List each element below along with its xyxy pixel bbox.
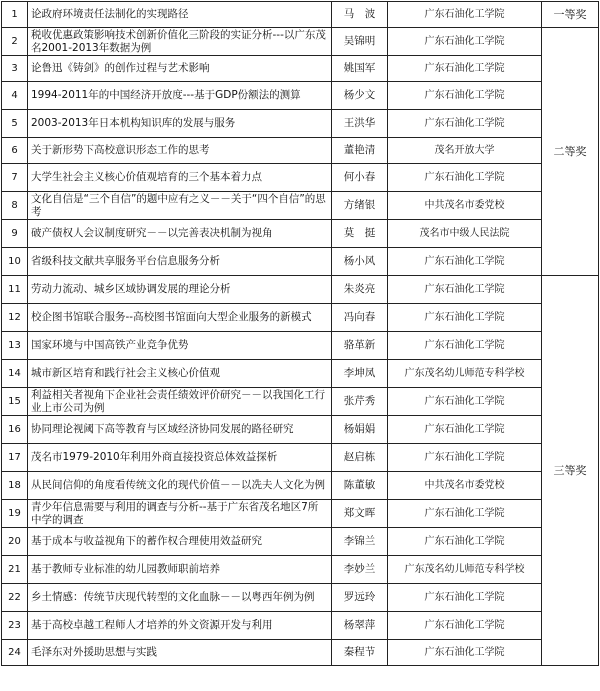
author-unit: 广东石油化工学院 [388, 82, 542, 110]
paper-title: 基于成本与收益视角下的蓄作权合理使用效益研究 [28, 528, 332, 556]
paper-title: 基于教师专业标准的幼儿园教师职前培养 [28, 556, 332, 584]
author-unit: 广东石油化工学院 [388, 2, 542, 28]
awards-table-body [2, 2, 599, 666]
row-number: 1 [2, 2, 28, 28]
table-row [2, 444, 599, 472]
award-level: 一等奖 [542, 2, 599, 28]
paper-title: 校企图书馆联合服务--高校图书馆面向大型企业服务的新模式 [28, 304, 332, 332]
paper-title: 利益相关者视角下企业社会责任绩效评价研究－－以我国化工行业上市公司为例 [28, 388, 332, 416]
author-unit: 广东石油化工学院 [388, 164, 542, 192]
author-name: 罗远玲 [332, 584, 388, 612]
row-number: 18 [2, 472, 28, 500]
author-unit: 广东石油化工学院 [388, 612, 542, 640]
author-name: 陈董敏 [332, 472, 388, 500]
row-number: 10 [2, 248, 28, 276]
table-row [2, 360, 599, 388]
author-name: 秦程节 [332, 640, 388, 666]
paper-title: 乡土情感：传统节庆现代转型的文化血脉－－以粤西年例为例 [28, 584, 332, 612]
paper-title: 青少年信息需要与利用的调查与分析--基于广东省茂名地区7所中学的调查 [28, 500, 332, 528]
row-number: 9 [2, 220, 28, 248]
author-name: 杨少文 [332, 82, 388, 110]
row-number: 19 [2, 500, 28, 528]
paper-title: 1994-2011年的中国经济开放度---基于GDP份额法的测算 [28, 82, 332, 110]
table-row [2, 164, 599, 192]
author-unit: 茂名开放大学 [388, 138, 542, 164]
paper-title: 省级科技文献共享服务平台信息服务分析 [28, 248, 332, 276]
author-unit: 广东石油化工学院 [388, 640, 542, 666]
author-unit: 广东石油化工学院 [388, 332, 542, 360]
paper-title: 城市新区培育和践行社会主义核心价值观 [28, 360, 332, 388]
row-number: 7 [2, 164, 28, 192]
row-number: 5 [2, 110, 28, 138]
table-row [2, 556, 599, 584]
author-name: 董艳清 [332, 138, 388, 164]
table-row [2, 220, 599, 248]
author-unit: 广东石油化工学院 [388, 56, 542, 82]
author-unit: 中共茂名市委党校 [388, 472, 542, 500]
table-row [2, 640, 599, 666]
author-name: 张芹秀 [332, 388, 388, 416]
row-number: 20 [2, 528, 28, 556]
table-row [2, 2, 599, 28]
author-unit: 广东石油化工学院 [388, 528, 542, 556]
paper-title: 关于新形势下高校意识形态工作的思考 [28, 138, 332, 164]
author-unit: 广东石油化工学院 [388, 584, 542, 612]
author-name: 吴锦明 [332, 28, 388, 56]
award-level: 二等奖 [542, 28, 599, 276]
paper-title: 论政府环境责任法制化的实现路径 [28, 2, 332, 28]
table-row [2, 110, 599, 138]
row-number: 17 [2, 444, 28, 472]
table-row [2, 276, 599, 304]
table-row [2, 388, 599, 416]
paper-title: 基于高校卓越工程师人才培养的外文资源开发与利用 [28, 612, 332, 640]
row-number: 22 [2, 584, 28, 612]
table-row [2, 332, 599, 360]
author-unit: 广东石油化工学院 [388, 110, 542, 138]
awards-table [1, 1, 599, 666]
row-number: 14 [2, 360, 28, 388]
paper-title: 论鲁迅《铸剑》的创作过程与艺术影响 [28, 56, 332, 82]
author-name: 姚国军 [332, 56, 388, 82]
table-row [2, 416, 599, 444]
author-name: 骆革新 [332, 332, 388, 360]
author-name: 冯向春 [332, 304, 388, 332]
award-level: 三等奖 [542, 276, 599, 666]
table-row [2, 82, 599, 110]
table-row [2, 500, 599, 528]
table-row [2, 138, 599, 164]
row-number: 23 [2, 612, 28, 640]
author-unit: 广东茂名幼儿师范专科学校 [388, 360, 542, 388]
author-name: 杨小风 [332, 248, 388, 276]
table-row [2, 248, 599, 276]
author-name: 郑文晖 [332, 500, 388, 528]
author-unit: 广东茂名幼儿师范专科学校 [388, 556, 542, 584]
paper-title: 劳动力流动、城乡区域协调发展的理论分析 [28, 276, 332, 304]
row-number: 24 [2, 640, 28, 666]
author-name: 王洪华 [332, 110, 388, 138]
table-row [2, 28, 599, 56]
author-unit: 中共茂名市委党校 [388, 192, 542, 220]
author-unit: 广东石油化工学院 [388, 304, 542, 332]
author-name: 李锦兰 [332, 528, 388, 556]
author-name: 马 波 [332, 2, 388, 28]
table-row [2, 304, 599, 332]
author-unit: 广东石油化工学院 [388, 416, 542, 444]
row-number: 12 [2, 304, 28, 332]
paper-title: 从民间信仰的角度看传统文化的现代价值－－以冼夫人文化为例 [28, 472, 332, 500]
paper-title: 2003-2013年日本机构知识库的发展与服务 [28, 110, 332, 138]
paper-title: 国家环境与中国高铁产业竞争优势 [28, 332, 332, 360]
author-name: 赵启栋 [332, 444, 388, 472]
row-number: 6 [2, 138, 28, 164]
table-row [2, 584, 599, 612]
row-number: 15 [2, 388, 28, 416]
author-name: 李妙兰 [332, 556, 388, 584]
author-unit: 广东石油化工学院 [388, 444, 542, 472]
author-name: 李坤凤 [332, 360, 388, 388]
paper-title: 文化自信是“三个自信”的题中应有之义－－关于“四个自信”的思考 [28, 192, 332, 220]
author-name: 方绪银 [332, 192, 388, 220]
table-row [2, 56, 599, 82]
author-name: 杨翠萍 [332, 612, 388, 640]
row-number: 16 [2, 416, 28, 444]
author-name: 杨娟娟 [332, 416, 388, 444]
row-number: 8 [2, 192, 28, 220]
author-name: 莫 挺 [332, 220, 388, 248]
author-name: 何小春 [332, 164, 388, 192]
row-number: 4 [2, 82, 28, 110]
paper-title: 协同理论视阈下高等教育与区域经济协同发展的路径研究 [28, 416, 332, 444]
row-number: 3 [2, 56, 28, 82]
row-number: 11 [2, 276, 28, 304]
paper-title: 税收优惠政策影响技术创新价值化三阶段的实证分析---以广东茂名2001-2013年数据为例 [28, 28, 332, 56]
paper-title: 茂名市1979-2010年利用外商直接投资总体效益探析 [28, 444, 332, 472]
author-unit: 广东石油化工学院 [388, 248, 542, 276]
table-row [2, 612, 599, 640]
table-row [2, 528, 599, 556]
paper-title: 毛泽东对外援助思想与实践 [28, 640, 332, 666]
author-unit: 茂名市中级人民法院 [388, 220, 542, 248]
author-unit: 广东石油化工学院 [388, 276, 542, 304]
row-number: 21 [2, 556, 28, 584]
author-name: 朱炎亮 [332, 276, 388, 304]
author-unit: 广东石油化工学院 [388, 388, 542, 416]
table-row [2, 192, 599, 220]
row-number: 13 [2, 332, 28, 360]
author-unit: 广东石油化工学院 [388, 28, 542, 56]
row-number: 2 [2, 28, 28, 56]
paper-title: 破产债权人会议制度研究－－以完善表决机制为视角 [28, 220, 332, 248]
paper-title: 大学生社会主义核心价值观培育的三个基本着力点 [28, 164, 332, 192]
author-unit: 广东石油化工学院 [388, 500, 542, 528]
table-row [2, 472, 599, 500]
